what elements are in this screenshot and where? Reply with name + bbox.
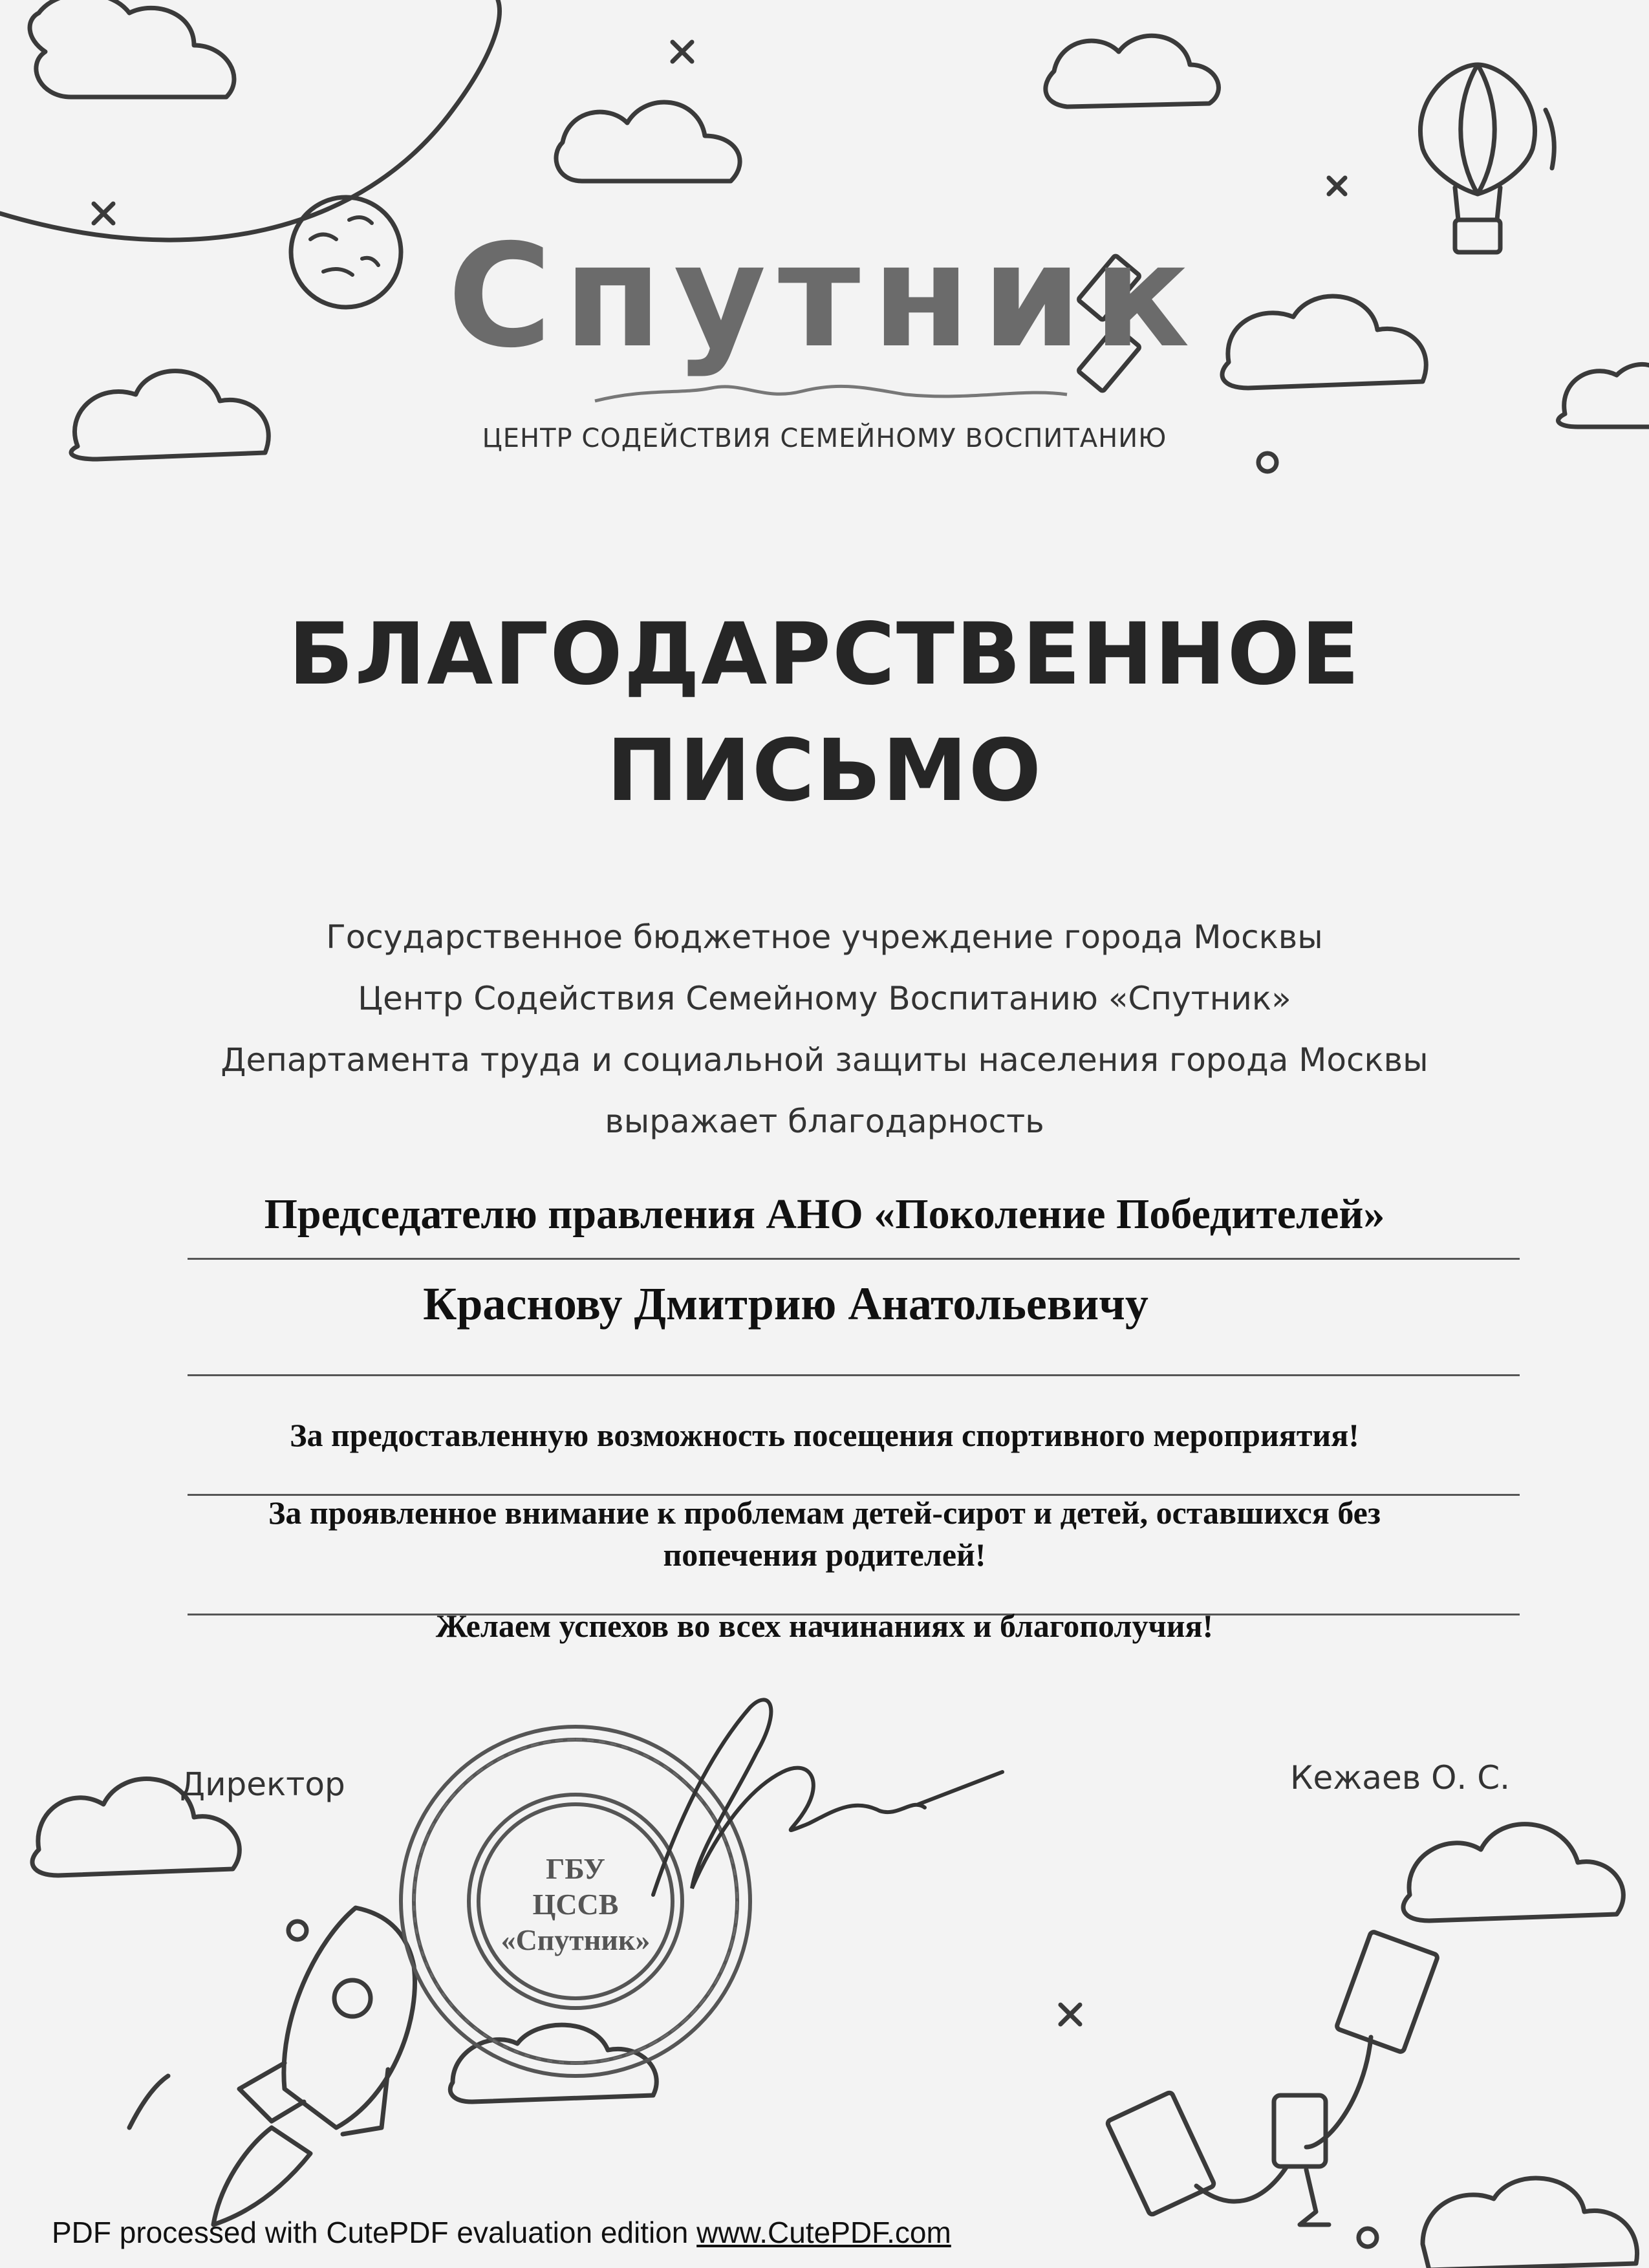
satellite [1106, 1931, 1438, 2225]
rocket [213, 1908, 415, 2225]
star-cross [1329, 178, 1345, 194]
logo-subtitle: ЦЕНТР СОДЕЙСТВИЯ СЕМЕЙНОМУ ВОСПИТАНИЮ [482, 424, 1167, 453]
intro-line-3: Департамента труда и социальной защиты населения города Москвы [221, 1041, 1428, 1079]
recipient-name: Краснову Дмитрию Анатольевичу [423, 1278, 1148, 1330]
signature-role: Директор [180, 1766, 345, 1803]
small-circle [1258, 453, 1277, 471]
logo-wave [595, 386, 1067, 401]
footer-watermark [52, 2215, 951, 2250]
stamp-text-2: ЦССВ [532, 1888, 619, 1921]
underline [188, 1374, 1520, 1376]
stamp-text-3: «Спутник» [501, 1923, 651, 1956]
cloud-top-center [556, 102, 740, 181]
small-circle [1359, 2229, 1377, 2247]
underline [188, 1258, 1520, 1260]
logo-wordmark: Спутник [447, 213, 1202, 379]
signature-name: Кежаев О. С. [1290, 1759, 1511, 1797]
gratitude-line-1: За предоставленную возможность посещения спортивного мероприятия! [290, 1417, 1359, 1453]
intro-line-1: Государственное бюджетное учреждение города Москвы [326, 918, 1323, 956]
cloud-bottom-right [1403, 1824, 1623, 1921]
title-line-1: БЛАГОДАРСТВЕННОЕ [288, 605, 1361, 704]
gratitude-line-2b: попечения родителей! [663, 1537, 986, 1573]
cloud-top-left [30, 0, 234, 97]
intro-line-4: выражает благодарность [605, 1103, 1044, 1140]
stamp-text-1: ГБУ [546, 1852, 605, 1885]
star-cross [1061, 2005, 1080, 2024]
small-circle [288, 1921, 307, 1939]
handwritten-signature [614, 1681, 1015, 1914]
footer-text: PDF processed with CutePDF evaluation edition [52, 2216, 697, 2249]
wishes-line: Желаем успехов во всех начинаниях и благополучия! [435, 1608, 1214, 1644]
recipient-position: Председателю правления АНО «Поколение Победителей» [264, 1191, 1385, 1238]
title-line-2: ПИСЬМО [607, 721, 1042, 821]
footer-link[interactable]: www.CutePDF.com [696, 2216, 951, 2249]
cloud-top-center-2 [1046, 36, 1219, 107]
gratitude-line-2a: За проявленное внимание к проблемам детей-сирот и детей, оставшихся без [268, 1495, 1381, 1531]
star-cross [673, 42, 692, 61]
intro-line-2: Центр Содействия Семейному Воспитанию «Спутник» [358, 980, 1291, 1017]
cloud-bottom-right-2 [1423, 2178, 1637, 2268]
